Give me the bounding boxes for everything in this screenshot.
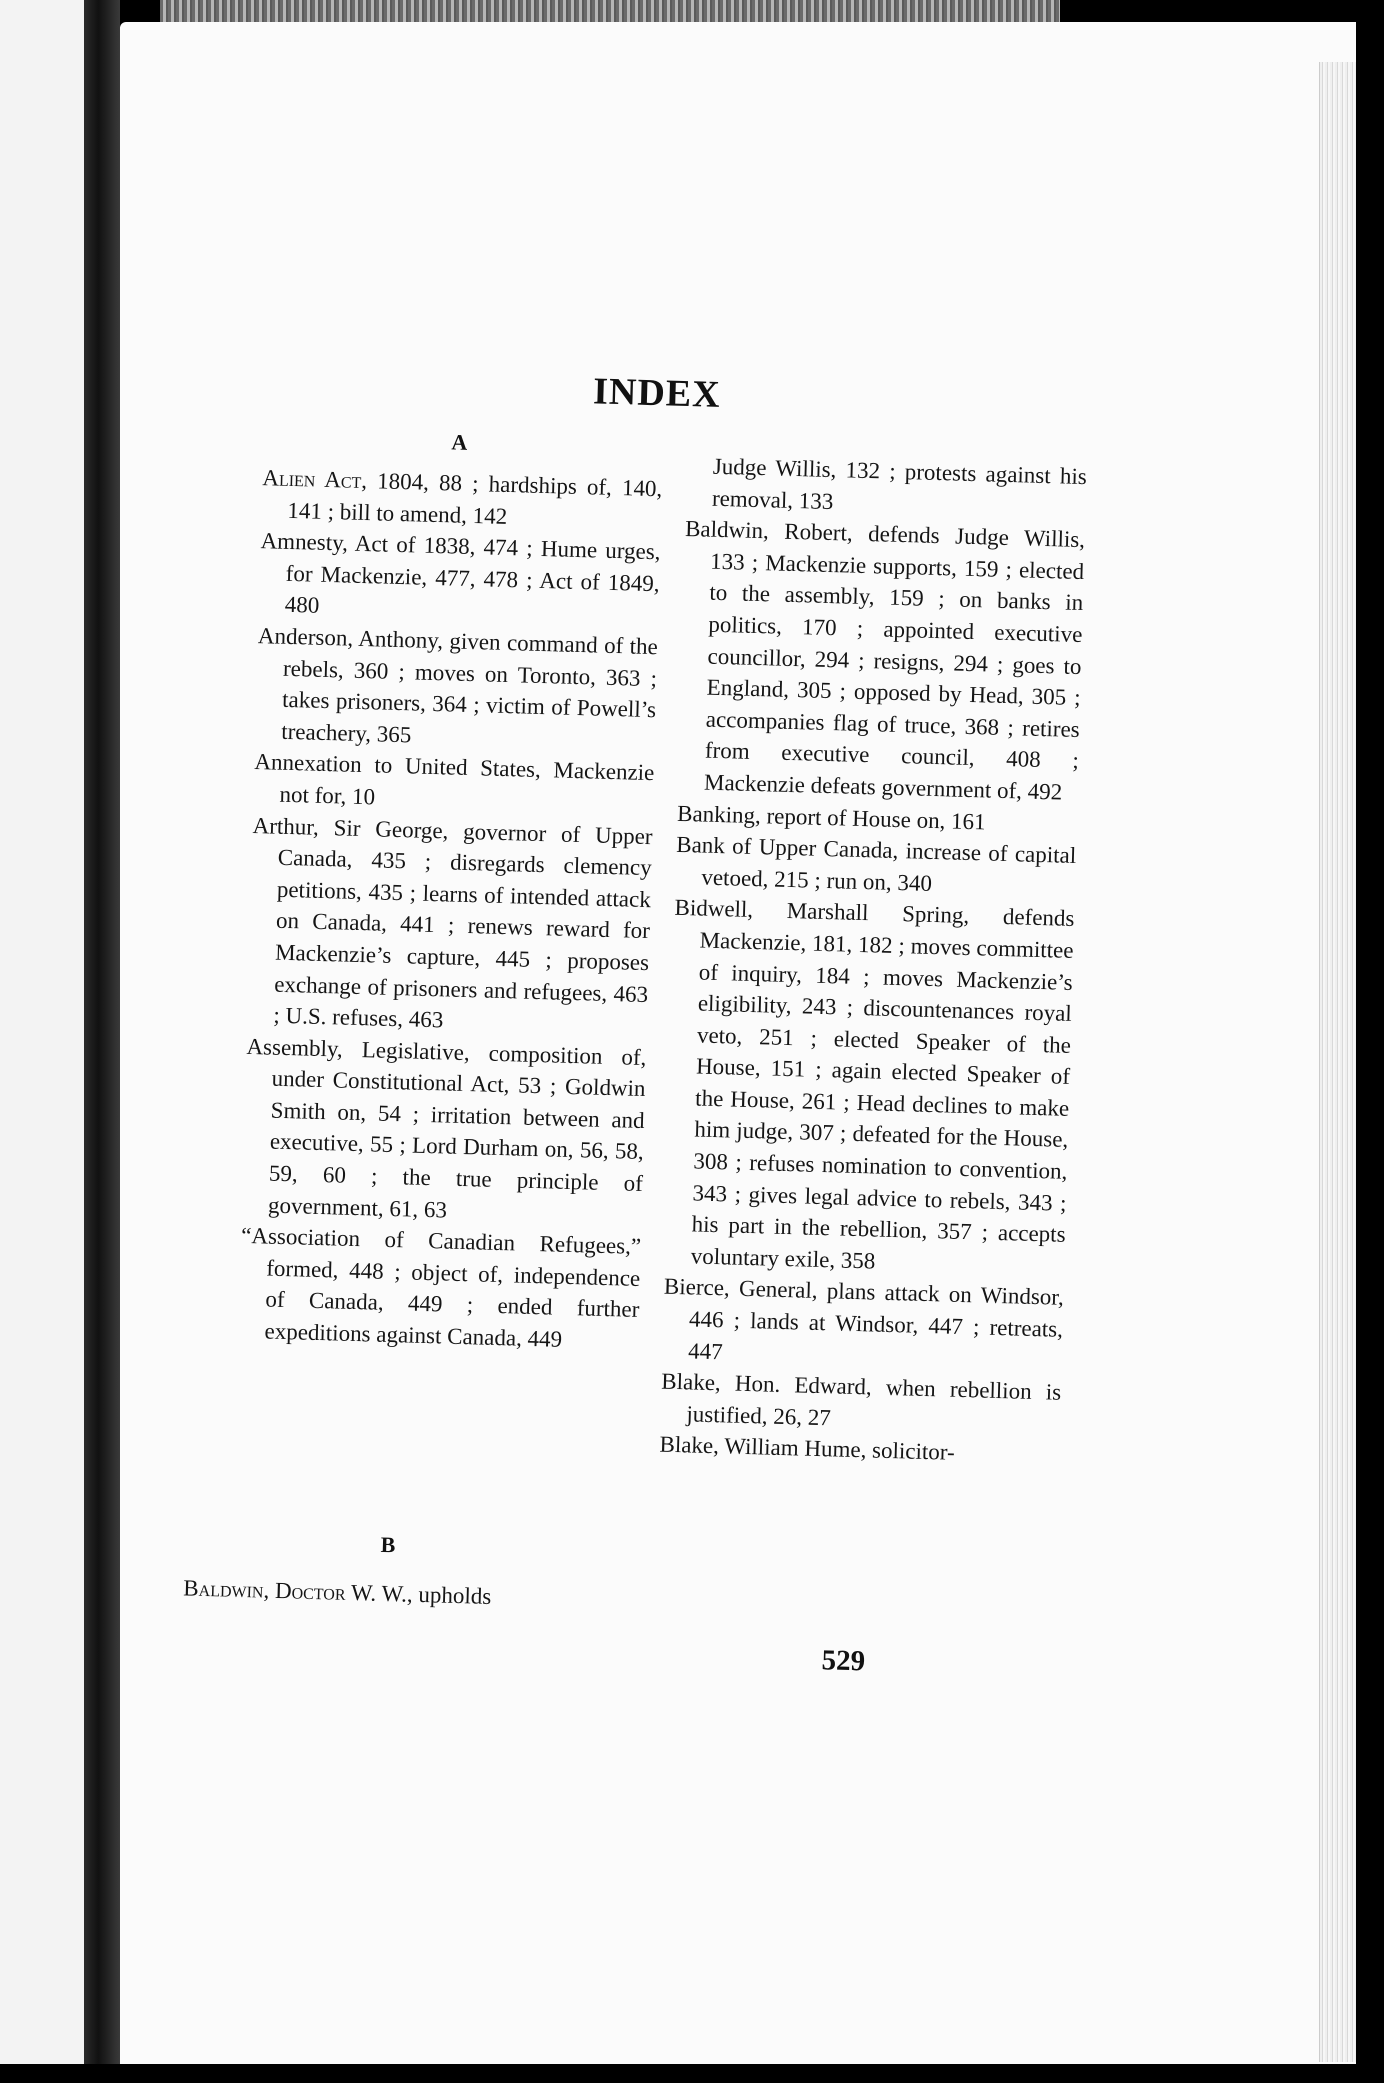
index-entry-text: Bank of Upper Canada, increase of capital vetoed, 215 ; run on, 340: [675, 831, 1077, 896]
index-entry-text: Banking, report of House on, 161: [676, 800, 986, 834]
index-entry-text: Assembly, Legislative, composition of, under Constitutional Act, 53 ; Goldwin Smith on, 54 ; irritation between and executive, 55 ; Lord Durham on, 56, 58, 59, 60 ; the true principle of government, 61, 63: [246, 1033, 647, 1223]
index-entry: [664, 892, 1074, 1282]
index-entry-text: , 1804, 88 ; hardships of, 140, 141 ; bill to amend, 142: [287, 467, 663, 529]
index-entry: [247, 810, 653, 1042]
index-entry: [660, 1366, 1062, 1440]
index-entry: [255, 620, 658, 757]
index-entry-text: Bidwell, Marshall Spring, defends Mackenzie, 181, 182 ; moves committee of inquiry, 184 ; moves Mackenzie’s eligibility, 243 ; discountenances royal veto, 251 ; elected Speaker of the House, 151 ; again elected Speaker of the House, 261 ; Head declines to make him judge, 307 ; defeated for the House, 308 ; refuses nomination to convention, 343 ; gives legal advice to rebels, 343 ; his part in the rebellion, 357 ; accepts voluntary exile, 358: [674, 895, 1075, 1274]
index-entry: [258, 525, 660, 631]
index-entry-text: W. W., upholds: [345, 1579, 492, 1609]
index-entry-heading: Alien Act: [262, 465, 362, 493]
index-entry-heading: Baldwin, Doctor: [183, 1575, 346, 1605]
index-entry-text: Judge Willis, 132 ; protests against his removal, 133: [711, 453, 1088, 514]
left-index-column: [238, 462, 663, 1357]
index-entry-text: Anderson, Anthony, given command of the rebels, 360 ; moves on Toronto, 363 ; takes prisoners, 364 ; victim of Powell’s treachery, 365: [257, 623, 659, 748]
index-entry: [261, 462, 663, 536]
index-entry: [238, 1220, 641, 1357]
index-entry-text: Baldwin, Robert, defends Judge Willis, 133 ; Mackenzie supports, 159 ; elected to the assembly, 159 ; on banks in politics, 170 ; appointed executive councillor, 294 ; resigns, 294 ; goes to England, 305 ; opposed by Head, 305 ; accompanies flag of truce, 368 ; retires from executive council, 408 ; Mackenzie defeats government of, 492: [684, 516, 1086, 805]
index-entry-text: Blake, William Hume, solicitor-: [659, 1432, 956, 1466]
index-entry: [675, 829, 1077, 903]
page-title: INDEX: [592, 370, 722, 416]
index-entry-text: “Association of Canadian Refugees,” formed, 448 ; object of, independence of Canada, 449 ; ended further expeditions against Canada, 449: [240, 1223, 642, 1352]
section-heading-a: A: [451, 429, 468, 455]
index-entry: [183, 1572, 594, 1615]
index-entry: [686, 450, 1088, 524]
index-entry: [253, 746, 655, 820]
index-entry: [678, 513, 1086, 808]
index-entry: [242, 1031, 647, 1232]
index-entry: [662, 1271, 1064, 1377]
index-entry-text: Bierce, General, plans attack on Windsor, 446 ; lands at Windsor, 447 ; retreats, 447: [663, 1274, 1065, 1364]
index-entry-text: Annexation to United States, Mackenzie not for, 10: [254, 749, 655, 810]
right-index-column: [659, 450, 1087, 1472]
section-heading-b: B: [380, 1531, 396, 1558]
index-entry-text: Amnesty, Act of 1838, 474 ; Hume urges, for Mackenzie, 477, 478 ; Act of 1849, 480: [260, 528, 661, 619]
left-index-column-b: [183, 1572, 594, 1615]
page-number: 529: [821, 1644, 866, 1678]
index-entry-text: Arthur, Sir George, governor of Upper Canada, 435 ; disregards clemency petitions, 435 ; learns of intended attack on Canada, 441 ; renews reward for Mackenzie’s capture, 445 ; proposes exchange of prisoners and refugees, 463 ; U.S. refuses, 463: [252, 812, 653, 1033]
index-entry-text: Blake, Hon. Edward, when rebellion is justified, 26, 27: [660, 1368, 1062, 1431]
